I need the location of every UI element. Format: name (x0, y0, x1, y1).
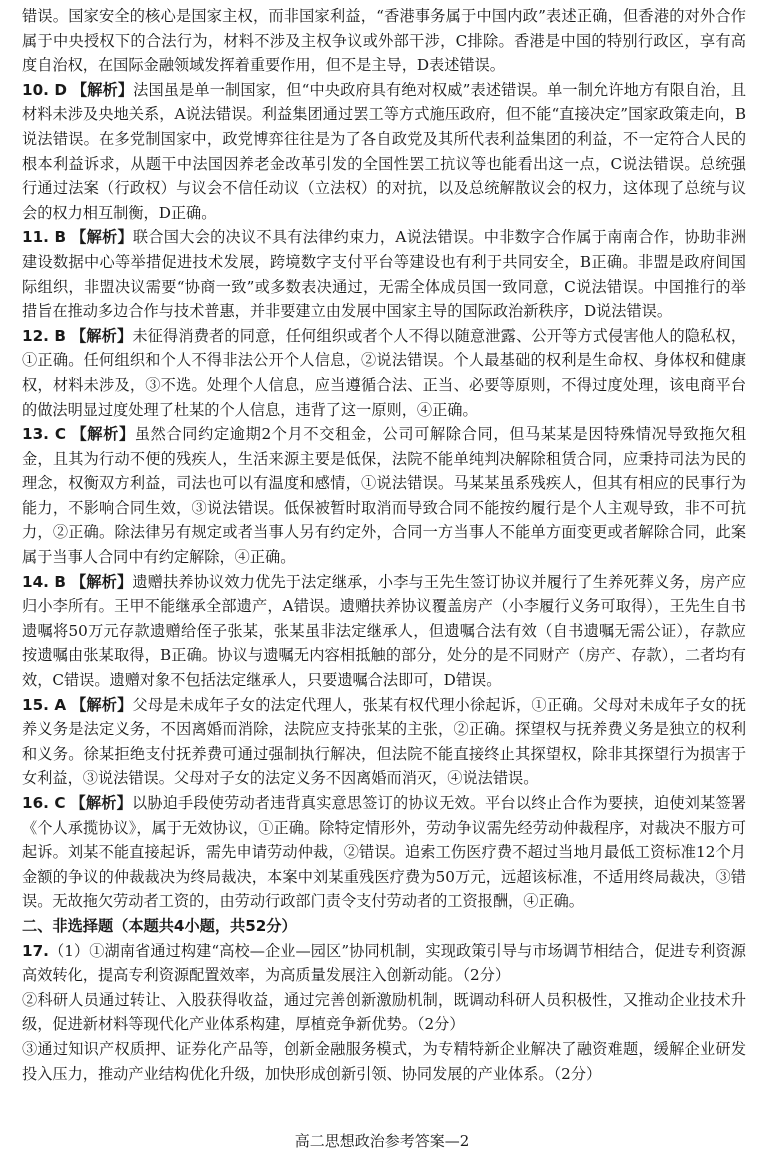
analysis-text: 父母是未成年子女的法定代理人，张某有权代理小徐起诉，①正确。父母对未成年子女的抚养义务是法定义务，不因离婚而消除，法院应支持张某的主张，②正确。探望权与抚养费义务是独立的权利和义务。徐某拒绝支付抚养费可通过强制执行解决，但法院不能直接终止其探望权，除非其探望行为损害于女利益，③说法错误。父母对子女的法定义务不因离婚而消灭，④说法错误。 (22, 695, 747, 788)
analysis-text: 未征得消费者的同意，任何组织或者个人不得以随意泄露、公开等方式侵害他人的隐私权，①正确。任何组织和个人不得非法公开个人信息，②说法错误。个人最基础的权利是生命权、身体权和健康权，材料未涉及，③不选。处理个人信息，应当遵循合法、正当、必要等原则，不得过度处理，该电商平台的做法明显过度处理了杜某的个人信息，违背了这一原则，④正确。 (22, 326, 747, 419)
q17-part2: ②科研人员通过转让、入股获得收益，通过完善创新激励机制，既调动科研人员积极性，又推动企业技术升级，促进新材料等现代化产业体系构建，厚植竞争新优势。（2分） (22, 990, 746, 1034)
answer-item (22, 693, 746, 791)
answer-number: 13. C (22, 425, 66, 444)
answer-item (22, 225, 746, 323)
answer-items (22, 78, 746, 914)
q17-part1-text: （1）①湖南省通过构建“高校—企业—园区”协同机制，实现政策引导与市场调节相结合，促进专利资源高效转化，提高专利资源配置效率，为高质量发展注入创新动能。（2分） (22, 941, 746, 985)
analysis-tag: 【解析】 (70, 326, 133, 345)
analysis-tag: 【解析】 (71, 425, 135, 444)
answer-item (22, 78, 746, 226)
analysis-text: 联合国大会的决议不具有法律约束力，A说法错误。中非数字合作属于南南合作，协助非洲建设数据中心等举措促进技术发展，跨境数字支付平台等建设也有利于共同安全，B正确。非盟是政府间国际组织，非盟决议需要“协商一致”或多数表决通过，无需全体成员国一致同意，C说法错误。中国推行的举措旨在推动多边合作与技术普惠，并非要建立由发展中国家主导的国际政治新秩序，D说法错误。 (22, 228, 747, 321)
answer-page (22, 4, 746, 1086)
answer-item (22, 422, 746, 570)
analysis-tag: 【解析】 (71, 228, 133, 247)
q17-part1 (22, 939, 746, 988)
analysis-text: 遗赠扶养协议效力优先于法定继承，小李与王先生签订协议并履行了生养死葬义务，房产应归小李所有。王甲不能继承全部遗产，A错误。遗赠扶养协议覆盖房产（小李履行义务可取得），王先生自书遗嘱将50万元存款遗赠给侄子张某，张某虽非法定继承人，但遗嘱合法有效（自书遗嘱无需公证），存款应按遗嘱由张某取得，B正确。协议与遗嘱无内容相抵触的部分，处分的是不同财产（房产、存款），二者均有效，C错误。遗赠对象不包括法定继承人，只要遗嘱合法即可，D错误。 (22, 572, 747, 690)
answer-number: 15. A (22, 695, 67, 714)
answer-number: 12. B (22, 326, 66, 345)
answer-number: 16. C (22, 794, 66, 812)
analysis-text: 以胁迫手段使劳动者违背真实意思签订的协议无效。平台以终止合作为要挟，迫使刘某签署《个人承揽协议》，属于无效协议，①正确。除特定情形外，劳动争议需先经劳动仲裁程序，对裁决不服方可起诉。刘某不能直接起诉，需先申请劳动仲裁，②错误。追索工伤医疗费不超过当地月最低工资标准12个月金额的争议的仲裁裁决为终局裁决，本案中刘某重残医疗费为50万元，远超该标准，不适用终局裁决，③错误。无故拖欠劳动者工资的，由劳动行政部门责令支付劳动者的工资报酬，④正确。 (22, 794, 747, 911)
analysis-tag: 【解析】 (71, 695, 133, 714)
analysis-text: 虽然合同约定逾期2个月不交租金，公司可解除合同，但马某某是因特殊情况导致拖欠租金，且其为行动不便的残疾人，生活来源主要是低保，法院不能单纯判决解除租赁合同，应秉持司法为民的理念，权衡双方利益，司法也可以有温度和感情，①说法错误。马某某虽系残疾人，但其有相应的民事行为能力，不影响合同生效，③说法错误。低保被暂时取消而导致合同不能按约履行是个人主观导致，非不可抗力，②正确。除法律另有规定或者当事人另有约定外，合同一方当事人不能单方面变更或者解除合同，此案属于当事人合同中有约定解除，④正确。 (22, 425, 747, 567)
answer-number: 10. D (22, 80, 67, 99)
analysis-tag: 【解析】 (70, 572, 133, 591)
section-title: 二、非选择题（本题共4小题，共52分） (22, 916, 297, 935)
answer-number: 14. B (22, 572, 66, 591)
q17-part3: ③通过知识产权质押、证券化产品等，创新金融服务模式，为专精特新企业解决了融资难题，缓解企业研发投入压力，推动产业结构优化升级，加快形成创新引领、协同发展的产业体系。（2分） (22, 1039, 746, 1083)
answer-item (22, 570, 746, 693)
analysis-tag: 【解析】 (71, 80, 134, 99)
analysis-text: 法国虽是单一制国家，但“中央政府具有绝对权威”表述错误。单一制允许地方有限自治，且材料未涉及央地关系，A说法错误。利益集团通过罢工等方式施压政府，但不能“直接决定”国家政策走向，B说法错误。在多党制国家中，政党博弈往往是为了各自政党及其所代表利益集团的利益，不一定符合人民的根本利益诉求，从题干中法国因养老金改革引发的全国性罢工抗议等也能看出这一点，C说法错误。总统强行通过法案（行政权）与议会不信任动议（立法权）的对抗，以及总统解散议会的权力，这体现了总统与议会的权力相互制衡，D正确。 (22, 80, 747, 222)
answer-number: 11. B (22, 228, 67, 247)
q17-number: 17. (22, 941, 49, 960)
page-footer: 高二思想政治参考答案—2 (294, 1132, 470, 1150)
answer-item (22, 791, 746, 914)
analysis-tag: 【解析】 (70, 794, 132, 812)
answer-item (22, 324, 746, 422)
continuation-paragraph: 错误。国家安全的核心是国家主权，而非国家利益，“香港事务属于中国内政”表述正确，但香港的对外合作属于中央授权下的合法行为，材料不涉及主权争议或外部干涉，C排除。香港是中国的特别行政区，享有高度自治权，在国际金融领域发挥着重要作用，但不是主导，D表述错误。 (22, 7, 746, 75)
